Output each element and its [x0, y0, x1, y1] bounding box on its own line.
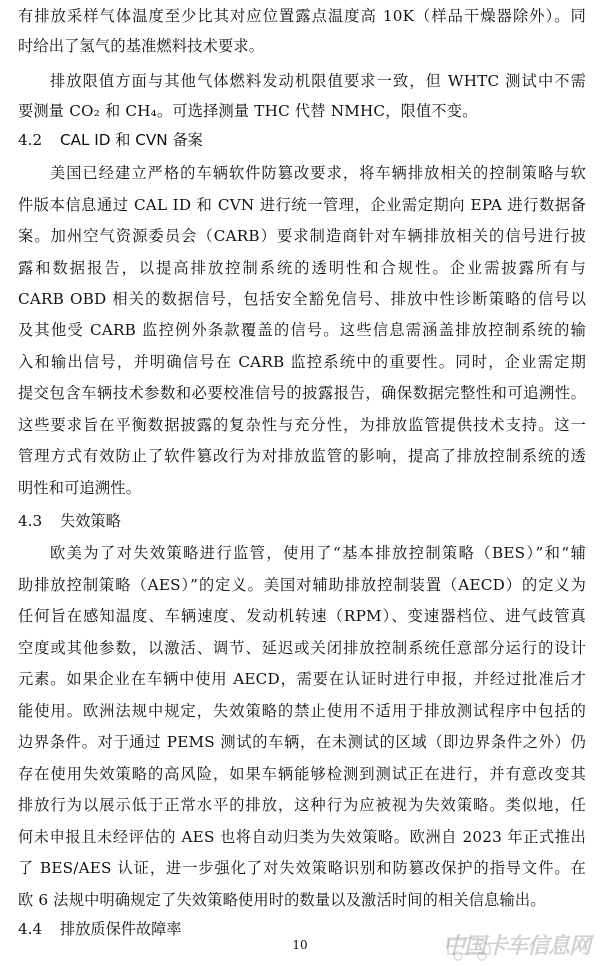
page-number: 10: [292, 938, 308, 952]
watermark-logo: [438, 924, 590, 964]
section-number: 4.4: [18, 920, 43, 938]
text-line: 任何旨在感知温度、车辆速度、发动机转速（RPM）、变速器档位、进气歧管真: [18, 607, 586, 625]
section-heading-4-3: [18, 511, 121, 531]
section-heading-4-4: [18, 919, 182, 939]
watermark-text: 中国卡车信息网: [442, 933, 590, 959]
text-line: 元素。如果企业在车辆中使用 AECD，需要在认证时进行申报，并经过批准后才: [18, 670, 586, 688]
text-line: 入和输出信号，并明确信号在 CARB 监控系统中的重要性。同时，企业需定期: [18, 353, 586, 371]
text-line: 明性和可追溯性。: [18, 479, 142, 497]
text-line: 边界条件。对于通过 PEMS 测试的车辆，在未测试的区域（即边界条件之外）仍: [18, 733, 586, 751]
text-line: 要测量 CO₂ 和 CH₄。可选择测量 THC 代替 NMHC，限值不变。: [18, 102, 478, 120]
text-line: 管理方式有效防止了软件篡改行为对排放监管的影响，提高了排放控制系统的透: [18, 447, 586, 465]
section-title: CAL ID 和 CVN 备案: [60, 131, 203, 149]
text-line: 了 BES/AES 认证，进一步强化了对失效策略识别和防篡改保护的指导文件。在: [18, 859, 586, 877]
text-line: 有排放采样气体温度至少比其对应位置露点温度高 10K（样品干燥器除外）。同: [18, 7, 586, 25]
text-line: 欧美为了对失效策略进行监管，使用了“基本排放控制策略（BES）”和“辅: [50, 544, 586, 562]
text-line: 排放行为以展示低于正常水平的排放，这种行为应被视为失效策略。类似地，任: [18, 796, 586, 814]
text-line: 能使用。欧洲法规中规定，失效策略的禁止使用不适用于排放测试程序中包括的: [18, 702, 586, 720]
section-heading-4-2: [18, 130, 203, 150]
section-title: 排放质保件故障率: [60, 920, 182, 938]
text-line: 件版本信息通过 CAL ID 和 CVN 进行统一管理，企业需定期向 EPA 进行数据备: [18, 196, 586, 214]
text-line: 这些要求旨在平衡数据披露的复杂性与充分性，为排放监管提供技术支持。这一: [18, 416, 586, 434]
text-line: 助排放控制策略（AES）”的定义。美国对辅助排放控制装置（AECD）的定义为: [18, 576, 586, 594]
text-line: 露和数据报告，以提高排放控制系统的透明性和合规性。企业需披露所有与: [18, 259, 586, 277]
text-line: 提交包含车辆技术参数和必要校准信号的披露报告，确保数据完整性和可追溯性。: [18, 384, 586, 402]
text-line: 欧 6 法规中明确规定了失效策略使用时的数量以及激活时间的相关信息输出。: [18, 891, 546, 909]
section-number: 4.3: [18, 512, 43, 530]
text-line: CARB OBD 相关的数据信号，包括安全豁免信号、排放中性诊断策略的信号以: [18, 290, 586, 308]
text-line: 美国已经建立严格的车辆软件防篡改要求，将车辆排放相关的控制策略与软: [50, 164, 586, 182]
text-line: 空度或其他参数，以激活、调节、延迟或关闭排放控制系统任意部分运行的设计: [18, 639, 586, 657]
text-line: 时给出了氢气的基准燃料技术要求。: [18, 37, 265, 55]
section-number: 4.2: [18, 131, 43, 149]
text-line: 排放限值方面与其他气体燃料发动机限值要求一致，但 WHTC 测试中不需: [50, 72, 586, 90]
text-line: 何未申报且未经评估的 AES 也将自动归类为失效策略。欧洲自 2023 年正式推出: [18, 828, 586, 846]
text-line: 存在使用失效策略的高风险，如果车辆能够检测到测试正在进行，并有意改变其: [18, 765, 586, 783]
section-title: 失效策略: [60, 512, 121, 530]
text-line: 及其他受 CARB 监控例外条款覆盖的信号。这些信息需涵盖排放控制系统的输: [18, 321, 586, 339]
text-line: 案。加州空气资源委员会（CARB）要求制造商针对车辆排放相关的信号进行披: [18, 227, 586, 245]
